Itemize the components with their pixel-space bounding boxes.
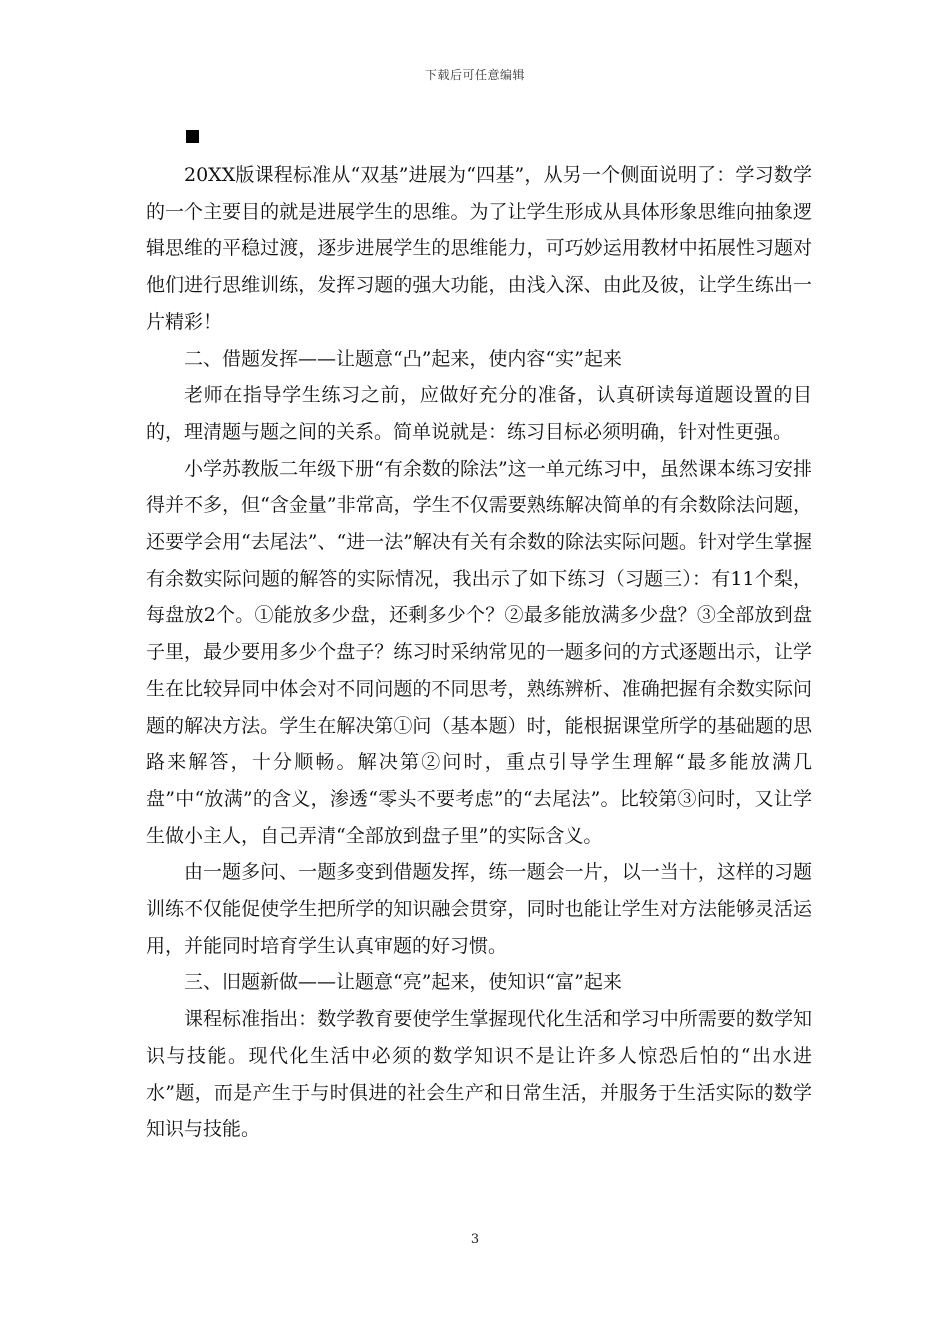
paragraph-teacher-preparation: 老师在指导学生练习之前，应做好充分的准备，认真研读每道题设置的目的，理清题与题之间的关系。简单说就是：练习目标必须明确，针对性更强。: [146, 384, 812, 443]
section-heading-two: 二、借题发挥——让题意“凸”起来，使内容“实”起来: [184, 347, 622, 370]
page-header: 下载后可任意编辑: [424, 68, 525, 82]
section-heading-three: 三、旧题新做——让题意“亮”起来，使知识“富”起来: [184, 971, 622, 994]
page-number: 3: [470, 1232, 480, 1247]
paragraph-curriculum-standard: 课程标准指出：数学教育要使学生掌握现代化生活和学习中所需要的数学知识与技能。现代化生活中必须的数学知识不是让许多人惊恐后怕的“出水进水”题，而是产生于与时俱进的社会生产和日常生活，并服务于生活实际的数学知识与技能。: [146, 1008, 812, 1141]
document-body: [146, 157, 812, 1148]
paragraph-remainder-division: 小学苏教版二年级下册“有余数的除法”这一单元练习中，虽然课本练习安排得并不多，但“含金量”非常高，学生不仅需要熟练解决简单的有余数除法问题，还要学会用“去尾法”、“进一法”解决有关有余数的除法实际问题。针对学生掌握有余数实际问题的解答的实际情况，我出示了如下练习（习题三）：有11个梨，每盘放2个。①能放多少盘，还剩多少个？②最多能放满多少盘？③全部放到盘子里，最少要用多少个盘子？练习时采纳常见的一题多问的方式逐题出示，让学生在比较异同中体会对不同问题的不同思考，熟练辨析、准确把握有余数实际问题的解决方法。学生在解决第①问（基本题）时，能根据课堂所学的基础题的思路来解答，十分顺畅。解决第②问时，重点引导学生理解“最多能放满几盘”中“放满”的含义，渗透“零头不要考虑”的“去尾法”。比较第③问时，又让学生做小主人，自己弄清“全部放到盘子里”的实际含义。: [146, 457, 812, 847]
paragraph-one-question-many: 由一题多问、一题多变到借题发挥，练一题会一片，以一当十，这样的习题训练不仅能促使学生把所学的知识融会贯穿，同时也能让学生对方法能够灵活运用，并能同时培育学生认真审题的好习惯。: [146, 861, 812, 957]
paragraph-four-basics: 20XX版课程标准从“双基”进展为“四基”，从另一个侧面说明了：学习数学的一个主要目的就是进展学生的思维。为了让学生形成从具体形象思维向抽象逻辑思维的平稳过渡，逐步进展学生的思维能力，可巧妙运用教材中拓展性习题对他们进行思维训练，发挥习题的强大功能，由浅入深、由此及彼，让学生练出一片精彩！: [146, 164, 812, 333]
black-square-icon: [186, 130, 199, 143]
